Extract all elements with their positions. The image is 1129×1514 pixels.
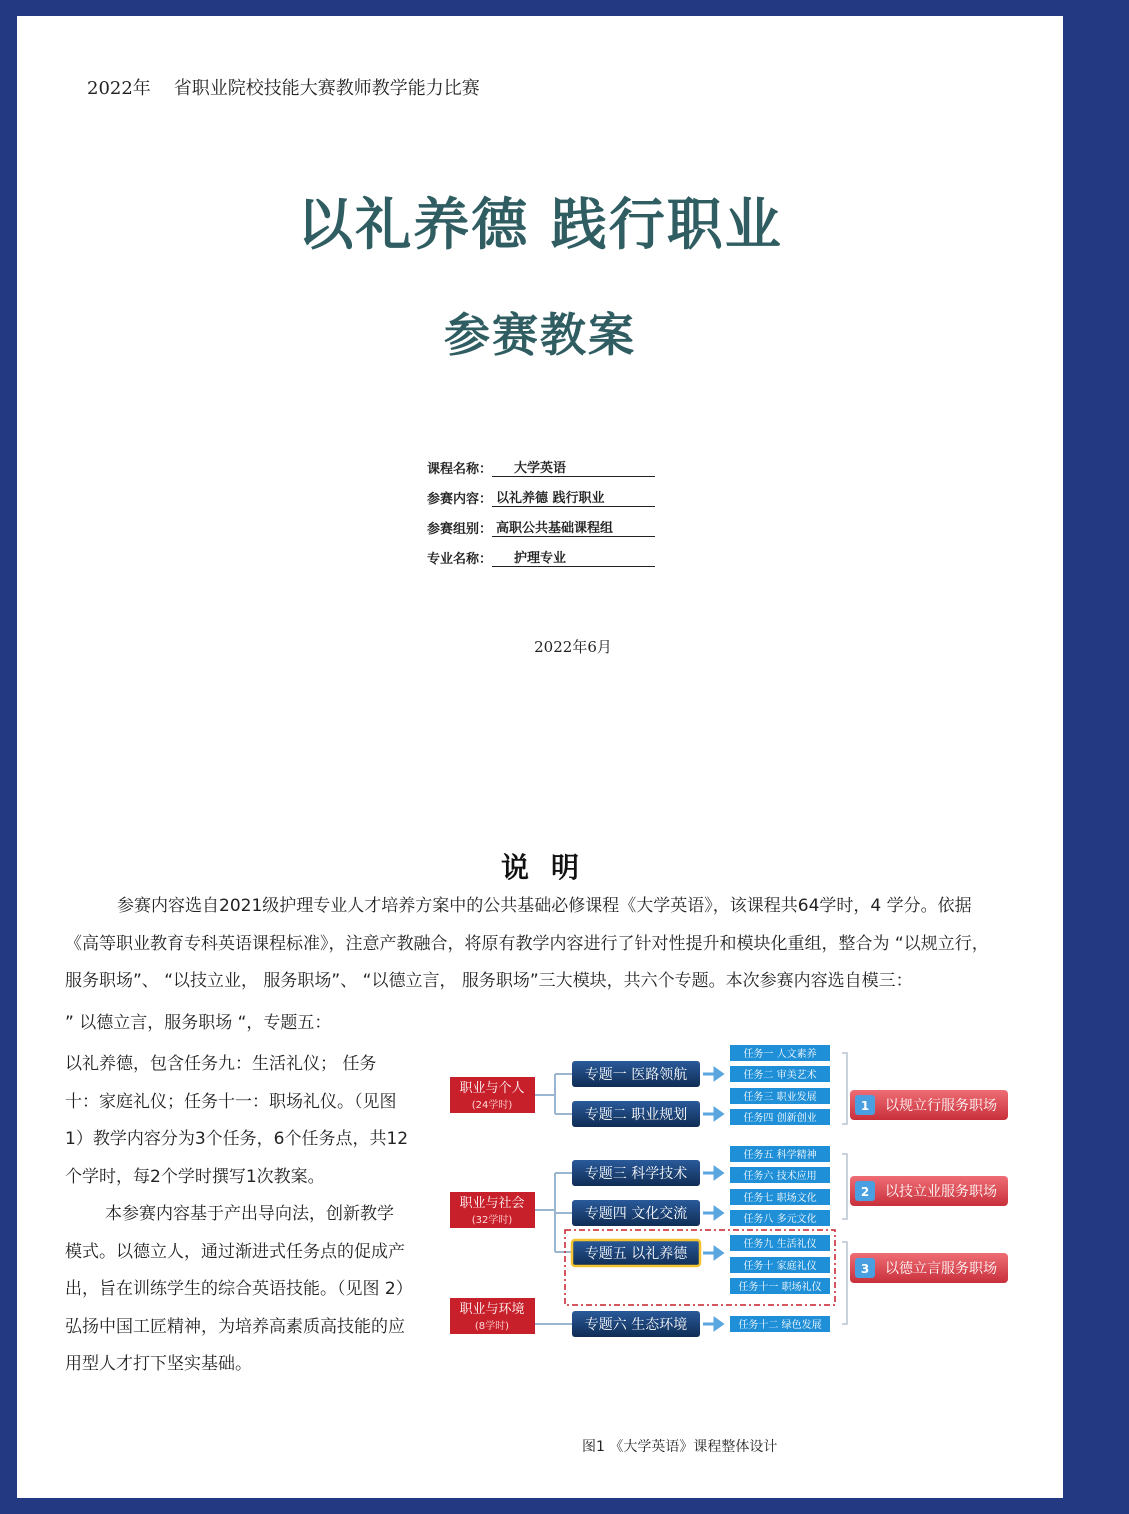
group-connectors: [535, 1074, 572, 1324]
module-label: 以规立行服务职场: [885, 1098, 997, 1114]
group-hours: (32学时): [471, 1215, 513, 1226]
tasks: [730, 1045, 830, 1332]
task-label: 任务十一 职场礼仪: [738, 1282, 822, 1293]
left-paragraph-1: 以礼养德，包含任务九：生活礼仪； 任务十：家庭礼仪；任务十一：职场礼仪。（见图 1）教学内容分为3个任务，6个任务点，共12个学时，每2个学时撰写1次教案。: [65, 1054, 409, 1187]
task-label: 任务十二 绿色发展: [738, 1320, 822, 1331]
figure-caption: 图1 《大学英语》课程整体设计: [582, 1439, 778, 1455]
info-value: 大学英语: [492, 457, 655, 477]
module-num: 1: [860, 1099, 870, 1113]
intro-paragraph: 参赛内容选自2021级护理专业人才培养方案中的公共基础必修课程《大学英语》，该课程共64学时，4 学分。依据《高等职业教育专科英语课程标准》，注意产教融合，将原有教学内容进行了针对性提升和模块化重组，整合为 “以规立行，服务职场”、 “以技立业， 服务职场”、 “以德立言， 服务职场”三大模块，共六个专题。本次参赛内容选自模三：: [65, 896, 989, 991]
task-label: 任务一 人文素养: [743, 1049, 817, 1060]
left-paragraph-2: 本参赛内容基于产出导向法，创新教学模式。以德立人，通过渐进式任务点的促成产出，旨在训练学生的综合英语技能。（见图 2）弘扬中国工匠精神，为培养高素质高技能的应用型人才打下坚实基础。: [65, 1204, 405, 1374]
info-value: 以礼养德 践行职业: [492, 487, 655, 507]
task-label: 任务八 多元文化: [743, 1214, 817, 1225]
topic-label: 专题一 医路领航: [584, 1067, 688, 1083]
module-brackets: [842, 1053, 847, 1324]
info-group: [427, 517, 655, 537]
module-label: 以德立言服务职场: [885, 1261, 997, 1277]
task-label: 任务十 家庭礼仪: [743, 1261, 817, 1272]
group-name: 职业与社会: [459, 1196, 525, 1211]
modules: [850, 1090, 1008, 1283]
main-title: 以礼养德 践行职业: [297, 192, 783, 258]
info-value: 高职公共基础课程组: [492, 517, 655, 537]
task-label: 任务六 技术应用: [743, 1171, 817, 1182]
group-name: 职业与个人: [459, 1081, 525, 1096]
module-num: 3: [860, 1262, 870, 1276]
topics: [572, 1061, 700, 1337]
course-design-diagram: [447, 1024, 1017, 1333]
date: 2022年6月: [534, 638, 612, 656]
group-hours: (24学时): [471, 1100, 513, 1111]
module-label: 以技立业服务职场: [885, 1184, 997, 1200]
info-label: 课程名称：: [427, 462, 493, 477]
intro-paragraph-tail: ” 以德立言，服务职场 “，专题五：: [65, 1013, 332, 1033]
topic-arrows: [703, 1069, 722, 1329]
task-label: 任务九 生活礼仪: [743, 1239, 817, 1250]
section-title: 说明: [500, 851, 601, 884]
topic-label: 专题三 科学技术: [584, 1166, 688, 1182]
group-box-1: [450, 1077, 535, 1113]
topic-label-highlight: 专题五 以礼养德: [584, 1246, 688, 1262]
left-column: [65, 1046, 410, 1384]
group-hours: (8学时): [474, 1321, 510, 1332]
group-box-2: [450, 1192, 535, 1228]
task-label: 任务七 职场文化: [743, 1193, 817, 1204]
task-label: 任务五 科学精神: [743, 1150, 817, 1161]
info-course: [427, 457, 655, 477]
topic-label: 专题六 生态环境: [584, 1317, 688, 1333]
info-value: 护理专业: [492, 547, 655, 567]
task-label: 任务四 创新创业: [743, 1113, 817, 1124]
header-competition: 省职业院校技能大赛教师教学能力比赛: [173, 78, 480, 99]
info-label: 参赛组别：: [427, 522, 493, 537]
group-name: 职业与环境: [459, 1302, 525, 1317]
header-year: 2022年: [87, 78, 151, 99]
document-page: [17, 16, 1063, 1498]
group-box-3: [450, 1298, 535, 1334]
topic-label: 专题四 文化交流: [584, 1206, 688, 1222]
topic-label: 专题二 职业规划: [584, 1107, 688, 1123]
task-label: 任务三 职业发展: [743, 1092, 817, 1103]
info-content: [427, 487, 655, 507]
competition-header: [87, 74, 480, 100]
module-num: 2: [860, 1185, 870, 1199]
info-label: 参赛内容：: [427, 492, 493, 507]
task-label: 任务二 审美艺术: [743, 1070, 817, 1081]
info-label: 专业名称：: [427, 552, 493, 567]
sub-title: 参赛教案: [444, 308, 636, 362]
info-major: [427, 547, 655, 567]
